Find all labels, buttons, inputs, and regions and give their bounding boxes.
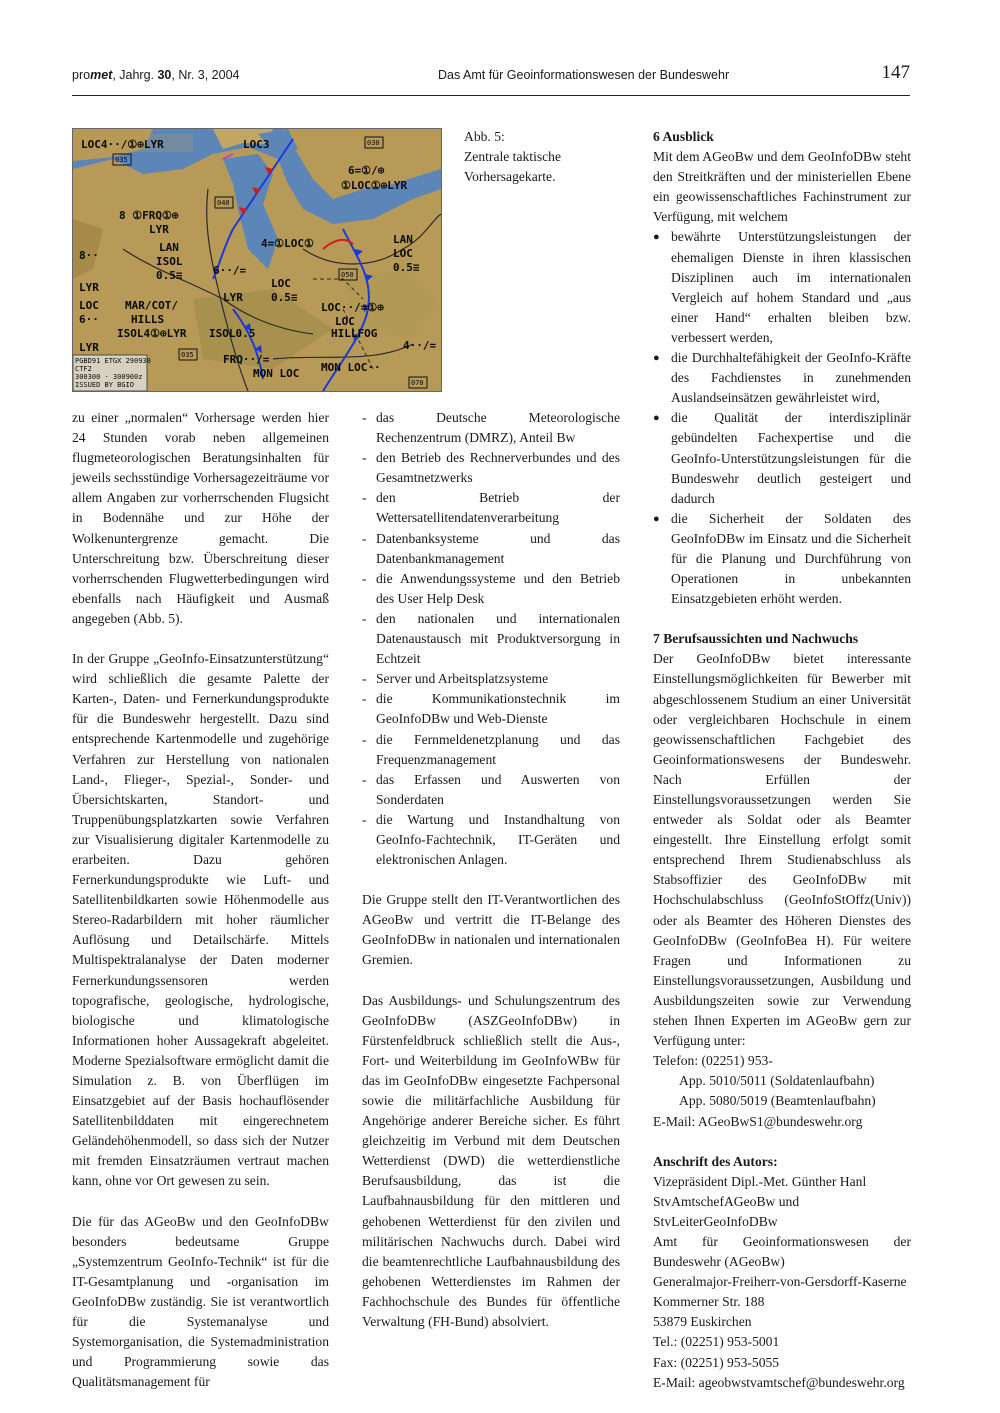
list-item: - Server und Arbeitsplatzsysteme [362,669,620,689]
paragraph: In der Gruppe „GeoInfo-Einsatzunterstützung“ wird schließlich die gesamte Palette der Karten-, Daten- und Fernerkundungsprodukte für die Bundeswehr hergestellt. Dazu sind entsprechende Kartenmodelle und zugehörige Verfahren zur Herstellung von nationalen Land-, Flieger-, Spezial-, Sonder- und Übersichtskarten, Standort- und Truppenübungsplatzkarten sowie Verfahren zur Visualisierung digitaler Kartenmodelle zu erarbeiten. Dazu gehören Fernerkundungsprodukte wie Luft- und Satellitenbildkarten sowie Höhenmodelle aus Stereo-Radarbildern mit hoher räumlicher Auflösung und Detailschärfe. Mittels Multispektralanalyse der Daten moderner Fernerkundungssensoren werden topografische, geologische, hydrologische, biologische und klimatologische Informationen hoher Aussagekraft abgeleitet. Moderne Spezialsoftware ermöglicht damit die Simulation z. B. von Überflügen im Einsatzgebiet auf der Basis hochauflösender Satellitenbilddaten mit eingerechnetem Geländehöhenmodell, so dass sich der Nutzer mit fremden Einsatzräumen vertraut machen kann, ohne vor Ort gewesen zu sein. [72,651,329,1189]
list-item: - die Kommunikationstechnik im GeoInfoDBw und Web-Dienste [362,689,620,729]
map-label-isol4: ISOL4①⊕LYR [117,327,187,340]
list-item: ● die Sicherheit der Soldaten des GeoInfoDBw im Einsatz und die Sicherheit für die Planung und Durchführung von Operationen in unbekannten Einsatzgebieten erhöht werden. [653,509,911,609]
contact-phone: Telefon: (02251) 953- [653,1053,773,1069]
list-item: - die Wartung und Instandhaltung von GeoInfo-Fachtechnik, IT-Geräten und elektronischen Anlagen. [362,810,620,870]
stamp-line-3: 300300 - 300900z [75,373,143,381]
list-item: ● die Durchhaltefähigkeit der GeoInfo-Kräfte des Fachdienstes in zunehmenden Auslandseinsätzen gewährleistet wird, [653,348,911,408]
map-label-hills: HILLS [131,313,165,326]
journal-year-label: , Jahrg. [112,68,158,82]
contact-extension-soldiers: App. 5010/5011 (Soldatenlaufbahn) [679,1073,875,1089]
author-address-line: Vizepräsident Dipl.-Met. Günther Hanl [653,1173,867,1189]
map-label-frq: FRQ··/= [223,353,270,366]
map-label-6-side: 6·· [79,313,99,326]
altitude-040: 040 [217,199,230,207]
section-heading-ausblick: 6 Ausblick [653,129,714,144]
contact-extension-civil: App. 5080/5019 (Beamtenlaufbahn) [679,1093,876,1109]
list-item: - die Fernmeldenetzplanung und das Frequenzmanagement [362,730,620,770]
author-address-line: StvAmtschefAGeoBw und [653,1193,800,1209]
list-item: - den Betrieb des Rechnerverbundes und des Gesamtnetzwerks [362,448,620,488]
journal-citation [72,68,240,82]
stamp-line-4: ISSUED BY BGIO [75,381,135,389]
header-rule [72,95,910,96]
stamp-line-1: PGBD91 ETGX 290930 [75,357,151,365]
list-item: ● die Qualität der interdisziplinär gebündelten Fachexpertise und die GeoInfo-Unterstützungsleistungen für die Bundeswehr deutlich gesteigert und dadurch [653,408,911,508]
figure-caption-text: Zentrale taktische Vorhersagekarte. [464,149,561,185]
outlook-bullet-list [653,227,911,609]
author-address-line: 53879 Euskirchen [653,1314,752,1330]
map-label-lyr-side2: LYR [79,341,99,354]
column-middle [362,408,620,1352]
altitude-035a: 035 [115,156,128,164]
map-label-6eq: 6=①/⊕ [348,164,385,177]
paragraph: Das Ausbildungs- und Schulungszentrum des GeoInfoDBw (ASZGeoInfoDBw) in Fürstenfeldbruck schließlich stellt die Aus-, Fort- und Weiterbildung im GeoInfoWBw für das im GeoInfoDBw eingesetzte Fachpersonal sowie die militärfachliche Ausbildung für Angehörige anderer Bereiche sicher. Es führt gleichzeitig im Verbund mit dem Deutschen Wetterdienst (DWD) die wetterdienstliche Berufsausbildung, das ist die Laufbahnausbildung für den mittleren und gehobenen Wetterdienst für den zivilen und militärischen Nachwuchs durch. Dabei wird die beamtenrechtliche Laufbahnausbildung des gehobenen Wetterdienstes im Rahmen der Fachhochschule des Bundes für öffentliche Verwaltung (FH-Bund) absolviert. [362,992,620,1330]
map-label-loc-b: LOC [393,247,413,260]
journal-volume: 30 [157,68,172,82]
map-label-6-dots: 6··/= [213,264,247,277]
map-label-loc-eq: LOC··/=①⊕ [321,301,384,314]
map-label-8-frq: 8 ①FRQ①⊕ [119,209,179,222]
journal-issue: , Nr. 3, 2004 [171,68,240,82]
map-label-mar-cot: MAR/COT/ [125,299,178,312]
map-label-isol: ISOL [156,255,183,268]
forecast-map-figure [72,128,442,392]
paragraph: zu einer „normalen“ Vorhersage werden hier 24 Stunden vorab neben allgemeinen flugmeteorologischen Beratungsinhalten für jeweils sechsstündige Vorhersagezeiträume vor allem Angaben zur vorherrschenden Flugsicht in Bodennähe und zur Höhe der Wolkenuntergrenze gemacht. Die Unterschreitung bzw. Überschreitung dieser vorherrschenden Flugwetterbedingungen wird ebenfalls nach Häufigkeit und Ausmaß angegeben (Abb. 5). [72,410,329,626]
author-address-line: Tel.: (02251) 953-5001 [653,1334,780,1350]
map-label-lan-b: LAN [393,233,413,246]
paragraph: Die für das AGeoBw und den GeoInfoDBw besonders bedeutsame Gruppe „Systemzentrum GeoInfo-Technik“ ist für die IT-Gesamtplanung und -organisation im GeoInfoDBw zuständig. Sie ist verantwortlich für die Systemanalyse und Systemorganisation, die Systemadministration und Programmierung sowie das Qualitätsmanagement für [72,1213,329,1390]
map-label-isol-half: ISOL0.5 [209,327,256,340]
map-label-loc-hill: LOC [335,315,355,328]
list-item: ● bewährte Unterstützungsleistungen der ehemaligen Dienste in ihren klassischen Disziplinen auch im internationalen Vergleich auf hohem Standard und „aus einer Hand“ erhalten bleiben bzw. verbessert werden, [653,227,911,348]
map-label-4-dots: 4··/= [403,339,437,352]
list-item: - den Betrieb der Wettersatellitendatenverarbeitung [362,488,620,528]
section-heading-berufsaussichten: 7 Berufsaussichten und Nachwuchs [653,631,859,647]
map-label-loc-lyr: ①LOC①⊕LYR [341,179,408,192]
map-label-loc-c: LOC [271,277,291,290]
figure-caption-label: Abb. 5: [464,129,505,144]
altitude-050: 050 [341,271,354,279]
journal-name-prefix: pro [72,68,91,82]
map-label-mon-loc: MON LOC [253,367,300,380]
altitude-030: 030 [367,139,380,147]
map-label-half: 0.5≡ [156,269,183,282]
altitude-070: 070 [411,379,424,387]
map-label-loc-side: LOC [79,299,99,312]
page-number: 147 [881,62,910,83]
column-left [72,408,329,1412]
column-right [653,127,911,1393]
list-item: - Datenbanksysteme und das Datenbankmanagement [362,529,620,569]
map-label-lyr: LYR [149,223,169,236]
forecast-map [73,129,441,391]
map-label-lyr-c: LYR [223,291,243,304]
author-address-heading: Anschrift des Autors: [653,1153,778,1169]
stamp-line-2: CTF2 [75,365,92,373]
map-label-8-side: 8·· [79,249,99,262]
it-responsibility-list [362,408,620,870]
page-header [72,62,910,86]
contact-email: E-Mail: AGeoBwS1@bundeswehr.org [653,1113,863,1129]
list-item: - die Anwendungssysteme und den Betrieb des User Help Desk [362,569,620,609]
paragraph: Der GeoInfoDBw bietet interessante Einstellungsmöglichkeiten für Bewerber mit abgeschlossenem Studium an einer Universität oder vergleichbaren Hochschule in einem geowissenschaftlichen Fachgebiet des Geoinformationswesens der Bundeswehr. Nach Erfüllen der Einstellungsvoraussetzungen werden Sie entweder als Soldat oder als Beamter eingestellt. Ihre Einstellung erfolgt somit entsprechend Ihrem Studienabschluss als Stabsoffizier des GeoInfoDBw mit Hochschulabschluss (GeoInfoStOffz(Univ)) oder als Beamter des Höheren Dienstes des GeoInfoDBw (GeoInfoBea H). Für weitere Fragen und Informationen zu Einstellungsvoraussetzungen, Ausbildung und Ausbildungszeiten sowie zur Verwendung stehen Ihnen Experten im AGeoBw gern zur Verfügung unter: [653,651,911,1049]
map-label-lyr-side: LYR [79,281,99,294]
map-label-mon-loc2: MON LOC·· [321,361,381,374]
list-item: - das Erfassen und Auswerten von Sonderdaten [362,770,620,810]
map-label-loc4: LOC4··/①⊕LYR [81,138,164,151]
author-address-line: Generalmajor-Freiherr-von-Gersdorff-Kaserne [653,1274,907,1290]
author-address-line: E-Mail: ageobwstvamtschef@bundeswehr.org [653,1374,905,1390]
map-label-lan: LAN [159,241,179,254]
author-address-line: Amt für Geoinformationswesen der Bundeswehr (AGeoBw) [653,1233,911,1270]
list-item: - den nationalen und internationalen Datenaustausch mit Produktversorgung in Echtzeit [362,609,620,669]
list-item: - das Deutsche Meteorologische Rechenzentrum (DMRZ), Anteil Bw [362,408,620,448]
map-label-4-loc: 4=①LOC① [261,237,314,250]
map-label-hillfog: HILLFOG [331,327,378,340]
paragraph: Mit dem AGeoBw und dem GeoInfoDBw steht den Streitkräften und der ministeriellen Ebene ein geowissenschaftliches Fachinstrument zur Verfügung, mit welchem [653,149,911,225]
map-label-loc3: LOC3 [243,138,270,151]
figure-caption [464,127,594,187]
altitude-035b: 035 [181,351,194,359]
journal-name-italic: met [90,68,113,82]
map-label-half-c: 0.5≡ [271,291,298,304]
author-address-line: Fax: (02251) 953-5055 [653,1354,780,1370]
running-title: Das Amt für Geoinformationswesen der Bundeswehr [438,68,730,82]
author-address-line: Kommerner Str. 188 [653,1294,765,1310]
paragraph: Die Gruppe stellt den IT-Verantwortlichen des AGeoBw und vertritt die IT-Belange des GeoInfoDBw in nationalen und internationalen Gremien. [362,892,620,968]
author-address-line: StvLeiterGeoInfoDBw [653,1213,778,1229]
map-label-half-b: 0.5≡ [393,261,420,274]
